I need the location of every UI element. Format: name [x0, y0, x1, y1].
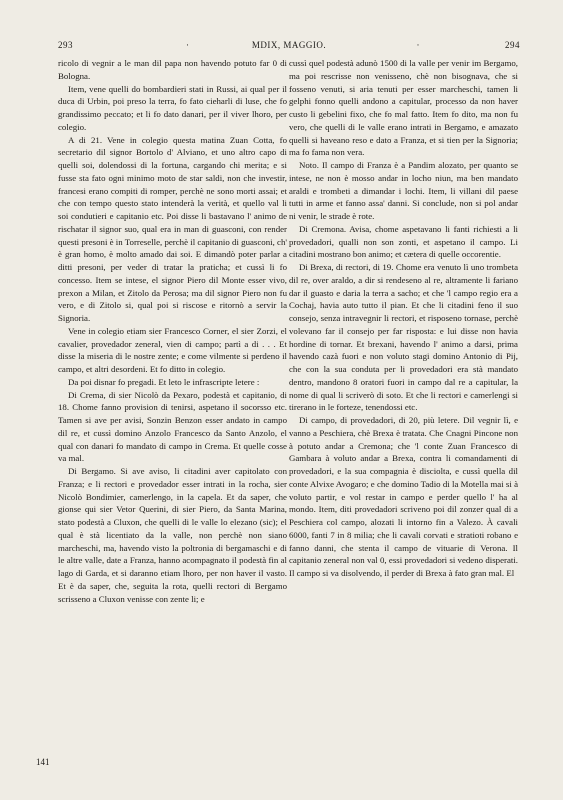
right-column: [289, 57, 518, 777]
running-title: MDIX, MAGGIO.: [251, 40, 327, 50]
paragraph: ricolo di vegnir a le man dil papa non havendo potuto far 0 di Bologna.: [58, 58, 287, 81]
page-header: [58, 40, 520, 54]
header-dot-right: ·: [416, 40, 420, 50]
paragraph: Vene in colegio etiam sier Francesco Corner, el sier Zorzi, el cavalier, provedador zeneral, vien di campo; partì a di . . . Et disse la miseria di le nostre zente; e come vilmente si perdeno il campo, et altri desordeni. Et fo ditto in colegio.: [58, 325, 287, 374]
paragraph: A di 21. Vene in colegio questa matina Zuan Cotta, fo secretario dil signor Bortolo d' Alviano, et uno altro capo di quelli soi, dolendossi di la fortuna, cargando chi merita; e si fusse sta fato ogni minimo moto de star saldi, non che investir, francesi erano compiti di romper, perchè ne sono morti assai; et che con tempo questo stato intenderà la verità, et quello val li soi condutieri e capitanio etc. Poi disse li bastavano l' animo de rischatar il signor suo, qual era in man di guasconi, con render questi presoni è in Torreselle, perchè il capitanio di guasconi, ch' è gran homo, è molto amado dai soi. E dimandò poter parlar a ditti presoni, per veder di tratar la praticha; et cussì li fo concesso. Item se intese, el signor Piero dil Monte esser vivo, prexon a Milan, et Zitolo da Perosa; ma dil signor Piero non fu vero, e di Zitolo si, qual poi si riscose e ritornò a servir la Signoria.: [58, 134, 287, 323]
margin-number: 141: [36, 757, 50, 767]
page-number-right: 294: [505, 40, 520, 50]
paragraph: Di Crema, di sier Nicolò da Pexaro, podestà et capitanio, di 18. Chome fanno provision di tenirsi, aspetano il socorsso etc. Tamen si ave per avisi, Sonzin Benzon esser andato in campo dil re, et cussì domino Anzolo Francesco da Santo Anzolo, el qual con danari fo mandato di campo in Crema. Et quelle cosse va mal.: [58, 389, 287, 464]
paragraph: cussì quel podestà adunò 1500 di la valle per venir im Bergamo, ma poi rescrisse non venisseno, chè non bisognava, che si fosseno venuti, si aria tenuti per esser marcheschi, tamen li gelphi fonno quelli andono a capitular, processo da non haver custo li gebelini fixo, che fo mal fatto. Item fo dito, ma non fu vero, che quelli di le valle erano intrati in Bergamo, e amazato quelli si haveano reso e dato a Franza, et si tien per la Signoria; ma fo fama non vera.: [289, 58, 518, 158]
paragraph: Di campo, di provedadori, di 20, più letere. Dil vegnir lì, e vanno a Peschiera, chè Brexa è tratata. Che Cnagni Pincone non à potuto andar a Cremona; che 'l conte Zuan Francesco di Gambara à voluto andar a Brexa, contra li comandamenti di provedadori, e la sua compagnia è disciolta, e cussì quella dil conte Alvixe Avogaro; e che domino Tadio di la Motella mai si à voluto partir, e vol restar in campo e perder quello l' ha al mondo. Item, diti provedadori scriveno poi dil zonzer qual di a Peschiera col campo, alozati li intorno fin a Valezo. À cavali 6000, fanti 7 in 8 milia; che li cavali corvati e stratioti robano e fanno danni, che stenta il campo de vituarie di Verona. Il capitanio zeneral non val 0, essi provedadori si vedeno disperati. Il campo si va disolvendo, il perder di Brexa à fato gran mal. El: [289, 415, 518, 578]
paragraph: Noto. Il campo di Franza è a Pandim alozato, per quanto se intese, ne non è mosso andar in locho niun, ma ben mandato araldi e trombeti a dimandar i lochi. Item, li villani dil paese tutti in arme et fanno assa' danni. Si conclude, non si pol andar ni venir, le strade è rote.: [289, 160, 518, 221]
paragraph: Da poi disnar fo pregadi. Et leto le infrascripte letere :: [68, 376, 260, 387]
paragraph: Item, vene quelli do bombardieri stati in Russi, ai qual per il duca di Urbin, poi preso la terra, fo fato cieharli di luse, che fo grandissimo peccato; et li fo dato danari, per il viver lhoro, per colegio.: [58, 83, 287, 132]
page-number-left: 293: [58, 40, 73, 50]
paragraph: Di Bergamo. Si ave aviso, li citadini aver capitolato con Franza; e li rectori e provedador esser intrati in la rocha, sier Nicolò Bondimier, camerlengo, in la capela. Et da saper, che gionse qui sier Vetor Querini, di sier Piero, da Santa Marina, stato podestà a Cluxon, che quelli di le valle lo elezano (sic); el qual è stà licentiato da la valle, non perchè non siano marcheschi, ma, havendo visto la poltronia di bergamaschi e di le altre valle, date a Franza, hanno acompagnato il podestà fin al lago di Garda, et si daranno etiam lhoro, per non haver il vasto. Et è da saper, che, seguita la rota, quelli rectori di Bergamo scrisseno a Cluxon venisse con zente li; e: [58, 466, 287, 604]
left-column: [58, 57, 287, 777]
paragraph: Di Cremona. Avisa, chome aspetavano li fanti richiesti a li provedadori, qualli non son zonti, et aspetano il campo. Li citadini mostrano bon animo; et cætera di quelle occorentie.: [289, 223, 518, 260]
header-dot-left: ·: [186, 40, 190, 50]
paragraph: Di Brexa, di rectori, di 19. Chome era venuto lì uno trombeta dil re, over araldo, a dir si rendeseno al re, altramente li fariano dar il guasto e daria la terra a sacho; et che 'l campo regio era a Cochaj, havia auto tutto il pian. Et che li citadini feno il suo consejo, senza intravegnir li rectori, et risposeno tornase, perchè volevano far il consejo per far risposta: e lui disse non havia hordine di tornar. Et brexani, havendo l' animo a darsi, prima havendo cazà fuori e non voluto stagi domino Antonio di Pij, che con la sua conduta per li provedadori era stà mandato dentro, mandono 8 oratori fuori in campo dal re a capitular, la nome di qual li scriverò di soto. Et che li rectori e camerlengi si tirerano in le forteze, tenendossi etc.: [289, 262, 518, 413]
